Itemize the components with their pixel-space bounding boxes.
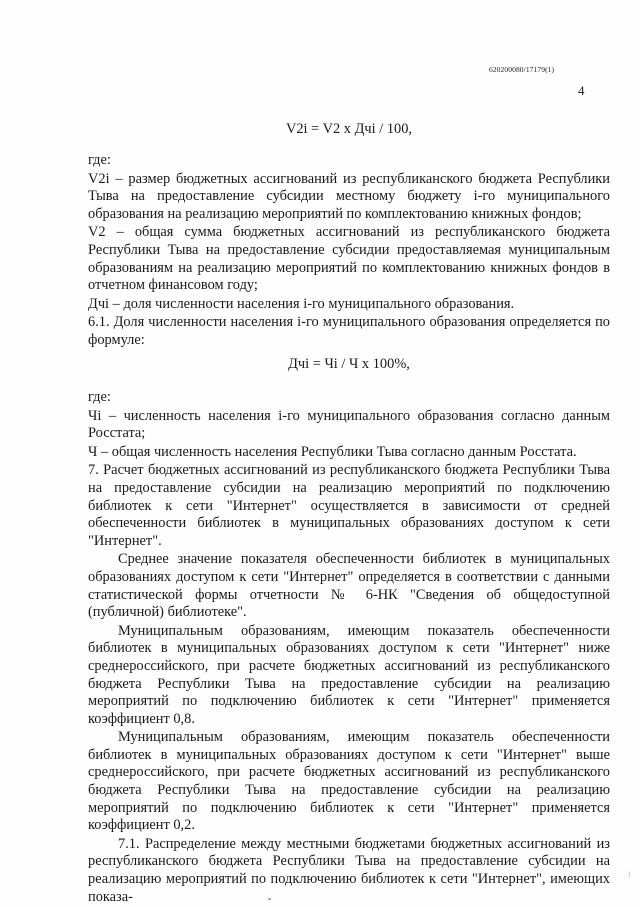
paragraph: Муниципальным образованиям, имеющим показатель обеспеченности библиотек в муниципальных образованиях доступом к сети "Интернет" ниже среднероссийского, при расчете бюджетных ассигнований из республиканского бюджета Республики Тыва на предоставление субсидии на реализацию мероприятий по подключению библиотек к сети "Интернет" применяется коэффициент 0,8. <box>88 622 610 727</box>
paragraph: 7.1. Распределение между местными бюджетами бюджетных ассигнований из республиканского бюджета Республики Тыва на предоставление субсидии на реализацию мероприятий по подключению библиотек к сети "Интернет", имеющих показа- <box>88 835 610 905</box>
paragraph: Ч – общая численность населения Республики Тыва согласно данным Росстата. <box>88 443 577 460</box>
paragraph: 6.1. Доля численности населения i-го муниципального образования определяется по формуле: <box>88 314 610 348</box>
paragraph: Среднее значение показателя обеспеченности библиотек в муниципальных образованиях доступом к сети "Интернет" определяется в соответствии с данными статистической формы отчетности № 6-НК "Сведения об общедоступной (публичной) библиотеке". <box>88 551 610 621</box>
text-block-definitions <box>88 152 610 351</box>
paragraph: V2 – общая сумма бюджетных ассигнований из республиканского бюджета Республики Тыва на предоставление субсидии предоставляемая муниципальным образованиям на реализацию мероприятий по комплектованию книжных фондов в отчетном финансовом году; <box>88 224 610 294</box>
document-code: 620200080/17179(1) <box>489 65 555 74</box>
paragraph: где: <box>88 389 111 405</box>
formula-dchi: Дчi = Чi / Ч x 100%, <box>288 356 410 372</box>
page-number: 4 <box>578 83 585 98</box>
paragraph: V2i – размер бюджетных ассигнований из республиканского бюджета Республики Тыва на предоставление субсидии местному бюджету i-го муниципального образования на реализацию мероприятий по комплектованию книжных фондов; <box>88 170 610 222</box>
text-block-main <box>88 389 610 907</box>
scan-mark: ⁝ <box>628 870 631 879</box>
paragraph: 7. Расчет бюджетных ассигнований из республиканского бюджета Республики Тыва на предоставление субсидии на реализацию мероприятий по подключению библиотек к сети "Интернет" осуществляется в зависимости от средней обеспеченности библиотек в муниципальных образованиях доступом к сети "Интернет". <box>88 462 610 549</box>
paragraph: Чi – численность населения i-го муниципального образования согласно данным Росстата; <box>88 407 610 442</box>
formula-v2i: V2i = V2 x Дчi / 100, <box>285 121 413 137</box>
paragraph: Дчi – доля численности населения i-го муниципального образования. <box>88 295 515 312</box>
paragraph: Муниципальным образованиям, имеющим показатель обеспеченности библиотек в муниципальных образованиях доступом к сети "Интернет" выше среднероссийского, при расчете бюджетных ассигнований из республиканского бюджета Республики Тыва на предоставление субсидии на реализацию мероприятий по подключению библиотек к сети "Интернет" применяется коэффициент 0,2. <box>88 729 610 834</box>
scan-mark-bottom <box>268 898 271 900</box>
paragraph: где: <box>88 152 111 168</box>
